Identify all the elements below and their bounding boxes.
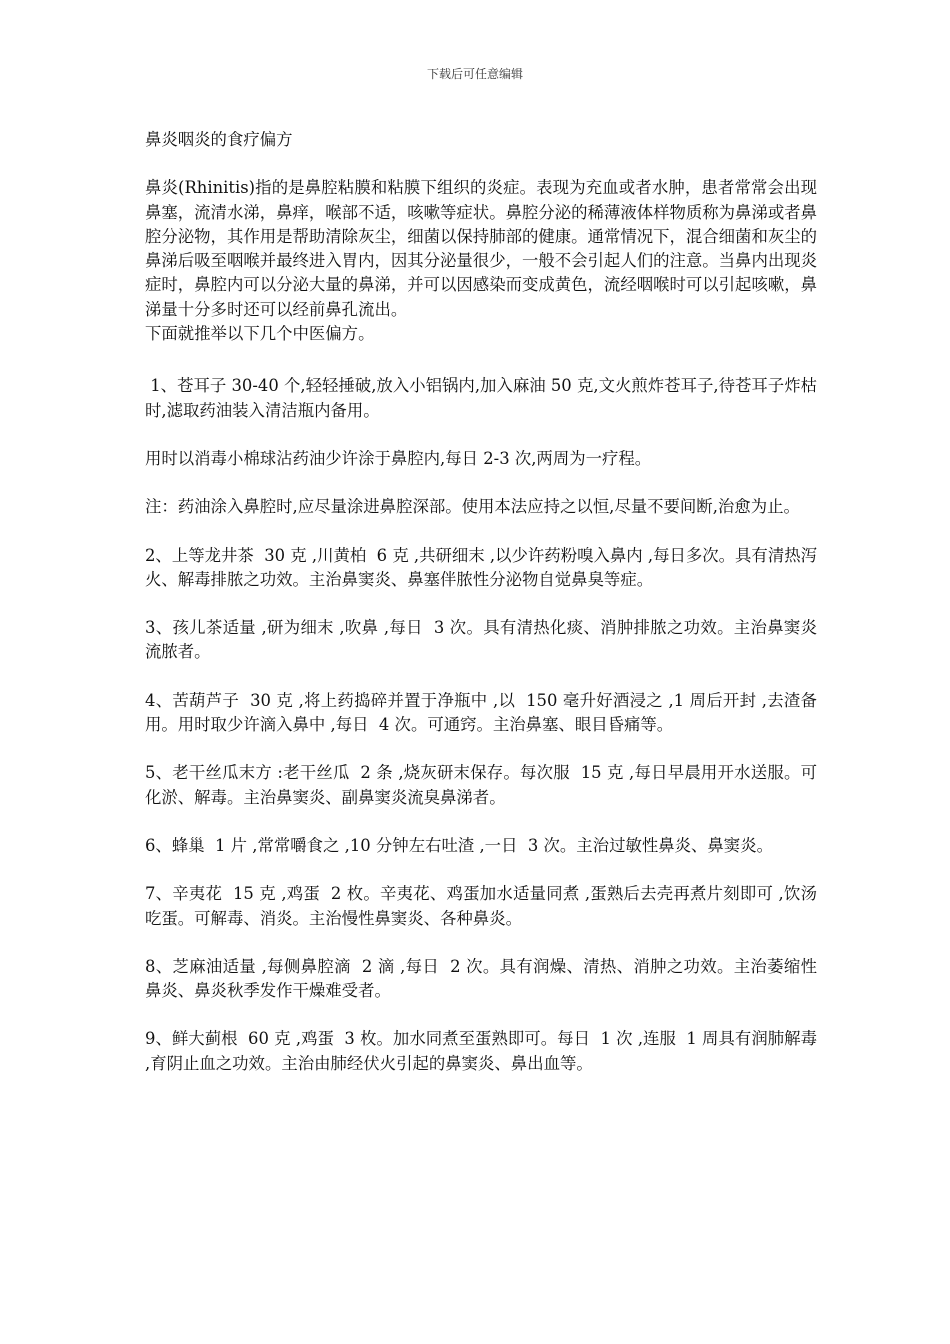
remedy-item-4: 4、苦葫芦子 30 克 ,将上药捣碎并置于净瓶中 ,以 150 毫升好酒浸之 ,1 周后开封 ,去渣备用。用时取少许滴入鼻中 ,每日 4 次。可通窍。主治鼻塞、眼目昏痛等。 xyxy=(145,690,817,735)
remedy-item-7: 7、辛夷花 15 克 ,鸡蛋 2 枚。辛夷花、鸡蛋加水适量同煮 ,蛋熟后去壳再煮片刻即可 ,饮汤吃蛋。可解毒、消炎。主治慢性鼻窦炎、各种鼻炎。 xyxy=(145,884,817,928)
remedy-item-6: 6、蜂巢 1 片 ,常常嚼食之 ,10 分钟左右吐渣 ,一日 3 次。主治过敏性鼻炎、鼻窦炎。 xyxy=(145,835,773,855)
document-title: 鼻炎咽炎的食疗偏方 xyxy=(145,130,293,149)
page-header-note: 下载后可任意编辑 xyxy=(426,67,523,81)
remedy-item-9: 9、鲜大蓟根 60 克 ,鸡蛋 3 枚。加水同煮至蛋熟即可。每日 1 次 ,连服 1 周具有润肺解毒 ,育阴止血之功效。主治由肺经伏火引起的鼻窦炎、鼻出血等。 xyxy=(145,1029,823,1073)
note-paragraph: 注：药油涂入鼻腔时,应尽量涂进鼻腔深部。使用本法应持之以恒,尽量不要间断,治愈为止。 xyxy=(145,497,800,517)
remedy-item-2: 2、上等龙井茶 30 克 ,川黄柏 6 克 ,共研细末 ,以少许药粉嗅入鼻内 ,每日多次。具有清热泻火、解毒排脓之功效。主治鼻窦炎、鼻塞伴脓性分泌物自觉鼻臭等症。 xyxy=(145,545,817,589)
remedy-item-3: 3、孩儿茶适量 ,研为细末 ,吹鼻 ,每日 3 次。具有清热化痰、消肿排脓之功效。主治鼻窦炎流脓者。 xyxy=(145,618,817,662)
lead-paragraph: 下面就推举以下几个中医偏方。 xyxy=(145,324,375,344)
document-body xyxy=(145,128,823,1076)
remedy-item-8: 8、芝麻油适量 ,每侧鼻腔滴 2 滴 ,每日 2 次。具有润燥、清热、消肿之功效。主治萎缩性鼻炎、鼻炎秋季发作干燥难受者。 xyxy=(145,956,817,1001)
intro-paragraph: 鼻炎(Rhinitis)指的是鼻腔粘膜和粘膜下组织的炎症。表现为充血或者水肿，患者常常会出现鼻塞，流清水涕，鼻痒，喉部不适，咳嗽等症状。鼻腔分泌的稀薄液体样物质称为鼻涕或者鼻腔分泌物，其作用是帮助清除灰尘，细菌以保持肺部的健康。通常情况下，混合细菌和灰尘的鼻涕后吸至咽喉并最终进入胃内，因其分泌量很少，一般不会引起人们的注意。当鼻内出现炎症时，鼻腔内可以分泌大量的鼻涕，并可以因感染而变成黄色，流经咽喉时可以引起咳嗽，鼻涕量十分多时还可以经前鼻孔流出。 xyxy=(145,178,818,319)
usage-paragraph: 用时以消毒小棉球沾药油少许涂于鼻腔内,每日 2-3 次,两周为一疗程。 xyxy=(145,448,652,468)
remedy-item-1: 1、苍耳子 30-40 个,轻轻捶破,放入小铝锅内,加入麻油 50 克,文火煎炸苍耳子,待苍耳子炸枯时,滤取药油装入清洁瓶内备用。 xyxy=(145,376,817,420)
remedy-item-5: 5、老干丝瓜末方 :老干丝瓜 2 条 ,烧灰研末保存。每次服 15 克 ,每日早晨用开水送服。可化淤、解毒。主治鼻窦炎、副鼻窦炎流臭鼻涕者。 xyxy=(145,763,817,807)
